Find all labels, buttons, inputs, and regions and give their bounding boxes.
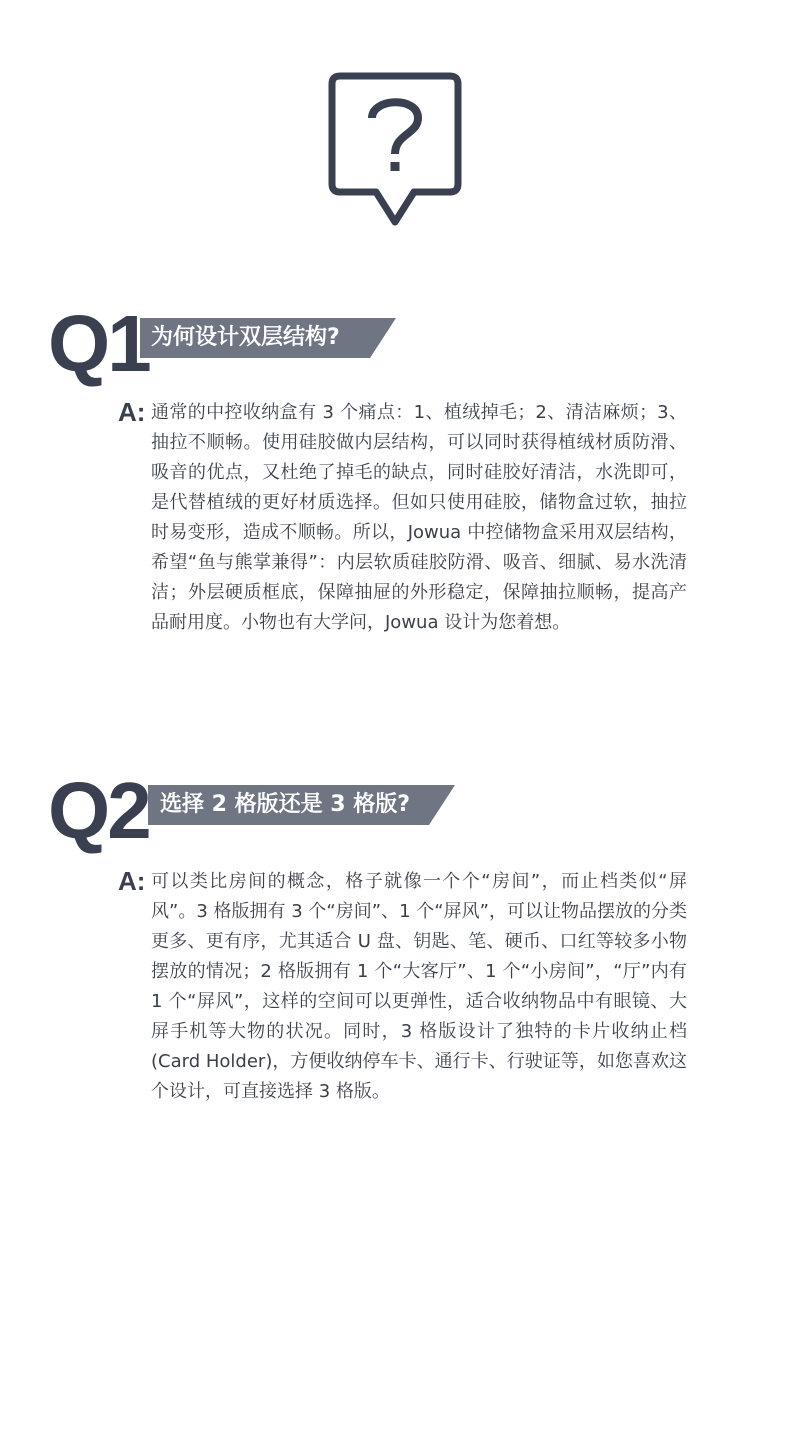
answer-text: 通常的中控收纳盒有 3 个痛点：1、植绒掉毛；2、清洁麻烦；3、抽拉不顺畅。使用硅胶做内层结构，可以同时获得植绒材质防滑、吸音的优点，又杜绝了掉毛的缺点，同时硅胶好清洁，水洗即可，是代替植绒的更好材质选择。但如只使用硅胶，储物盒过软，抽拉时易变形，造成不顺畅。所以，Jowua 中控储物盒采用双层结构，希望“鱼与熊掌兼得”：内层软质硅胶防滑、吸音、细腻、易水洗清洁；外层硬质框底，保障抽屉的外形稳定，保障抽拉顺畅，提高产品耐用度。小物也有大学问，Jowua 设计为您着想。 xyxy=(151,402,687,633)
question-speech-bubble-icon xyxy=(328,72,462,232)
question-title: 为何设计双层结构? xyxy=(151,325,340,350)
answer-text: 可以类比房间的概念，格子就像一个个“房间”，而止档类似“屏风”。3 格版拥有 3 个“房间”、1 个“屏风”，可以让物品摆放的分类更多、更有序，尤其适合 U 盘、钥匙、笔、硬币、口红等较多小物摆放的情况；2 格版拥有 1 个“大客厅”、1 个“小房间”，“厅”内有 1 个“屏风”，这样的空间可以更弹性，适合收纳物品中有眼镜、大屏手机等大物的状况。同时，3 格版设计了独特的卡片收纳止档 (Card Holder)，方便收纳停车卡、通行卡、行驶证等，如您喜欢这个设计，可直接选择 3 格版。 xyxy=(151,871,687,1102)
question-title: 选择 2 格版还是 3 格版? xyxy=(160,792,411,817)
answer-label: A: xyxy=(118,397,146,427)
answer-label: A: xyxy=(118,866,146,896)
question-number: Q2 xyxy=(48,766,149,855)
question-number: Q1 xyxy=(48,299,149,388)
